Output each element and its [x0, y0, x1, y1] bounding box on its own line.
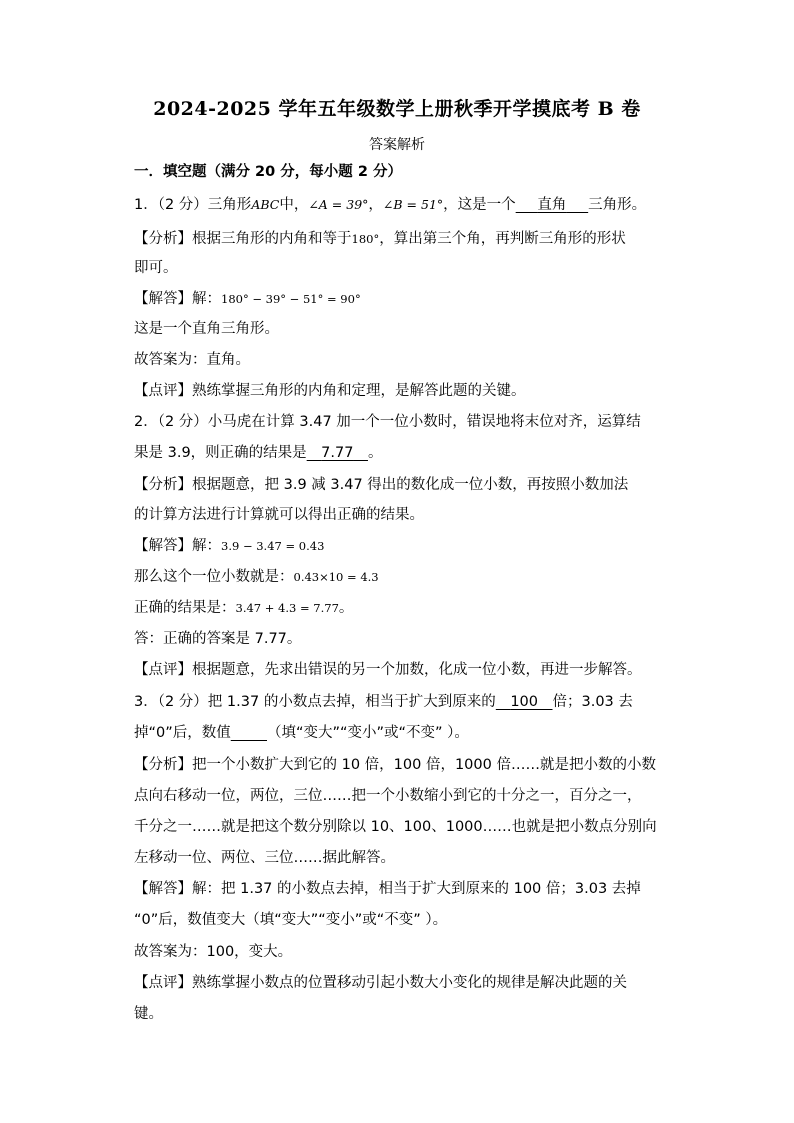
q1-answer-blank: 直角: [537, 197, 567, 213]
q1-triangle-name: ABC: [251, 197, 280, 212]
q1-solution-math: 180° − 39° − 51° = 90°: [221, 292, 361, 306]
q2-stem-cont: 果是 3.9，则正确的结果是 7.77 。: [134, 445, 383, 461]
q3-stem-cont: 掉“0”后，数值 （填“变大”“变小”或“不变” ）。: [134, 725, 469, 741]
q1-result: 这是一个直角三角形。: [134, 321, 279, 337]
q2-analysis: 【分析】根据题意，把 3.9 减 3.47 得出的数化成一位小数，再按照小数加法: [134, 477, 629, 493]
q3-analysis-cont-1: 点向右移动一位，两位，三位……把一个小数缩小到它的十分之一，百分之一，: [134, 788, 642, 804]
q2-comment: 【点评】根据题意，先求出错误的另一个加数，化成一位小数，再进一步解答。: [134, 662, 642, 678]
q3-final-answer: 故答案为：100，变大。: [134, 944, 293, 960]
q1-stem: 1．（2 分）三角形ABC中，∠A = 39°，∠B = 51°，这是一个 直角 三角形。: [134, 197, 647, 213]
q1-comment: 【点评】熟练掌握三角形的内角和定理，是解答此题的关键。: [134, 383, 526, 399]
q3-comment: 【点评】熟练掌握小数点的位置移动引起小数大小变化的规律是解决此题的关: [134, 975, 627, 991]
q2-stem: 2．（2 分）小马虎在计算 3.47 加一个一位小数时，错误地将末位对齐，运算结: [134, 414, 641, 430]
q1-angle-b: ∠B = 51°: [382, 197, 444, 212]
q1-angle-a: ∠A = 39°: [308, 197, 369, 212]
q3-analysis-cont-3: 左移动一位、两位、三位……据此解答。: [134, 850, 395, 866]
q3-solution-cont: “0”后，数值变大（填“变大”“变小”或“不变” ）。: [134, 912, 448, 928]
section-header: 一．填空题（满分 20 分，每小题 2 分）: [134, 164, 402, 180]
q1-final-answer: 故答案为：直角。: [134, 352, 250, 368]
q3-answer-blank-2: [231, 725, 267, 741]
q3-answer-blank-1: 100: [510, 694, 538, 710]
q3-analysis: 【分析】把一个小数扩大到它的 10 倍，100 倍，1000 倍……就是把小数的小数: [134, 757, 656, 773]
document-subtitle: 答案解析: [369, 137, 425, 153]
q2-analysis-cont: 的计算方法进行计算就可以得出正确的结果。: [134, 507, 424, 523]
q1-solution: 【解答】解：180° − 39° − 51° = 90°: [134, 291, 361, 307]
q3-comment-cont: 键。: [134, 1006, 163, 1022]
q2-answer-blank: 7.77: [321, 445, 354, 461]
q3-solution: 【解答】解：把 1.37 的小数点去掉，相当于扩大到原来的 100 倍；3.03 去掉: [134, 881, 641, 897]
q2-solution: 【解答】解：3.9 − 3.47 = 0.43: [134, 538, 325, 554]
q3-stem: 3．（2 分）把 1.37 的小数点去掉，相当于扩大到原来的 100 倍；3.03 去: [134, 694, 633, 710]
q2-solution-step2: 那么这个一位小数就是：0.43×10 = 4.3: [134, 569, 379, 585]
q2-solution-math: 3.9 − 3.47 = 0.43: [221, 539, 325, 553]
q3-analysis-cont-2: 千分之一……就是把这个数分别除以 10、100、1000……也就是把小数点分别向: [134, 819, 657, 835]
q1-analysis: 【分析】根据三角形的内角和等于180°，算出第三个角，再判断三角形的形状: [134, 231, 626, 247]
q1-analysis-cont: 即可。: [134, 260, 178, 276]
document-title: 2024-2025 学年五年级数学上册秋季开学摸底考 B 卷: [153, 98, 641, 120]
q2-final-answer: 答：正确的答案是 7.77。: [134, 631, 302, 647]
q2-solution-step3: 正确的结果是：3.47 + 4.3 = 7.77。: [134, 600, 354, 616]
